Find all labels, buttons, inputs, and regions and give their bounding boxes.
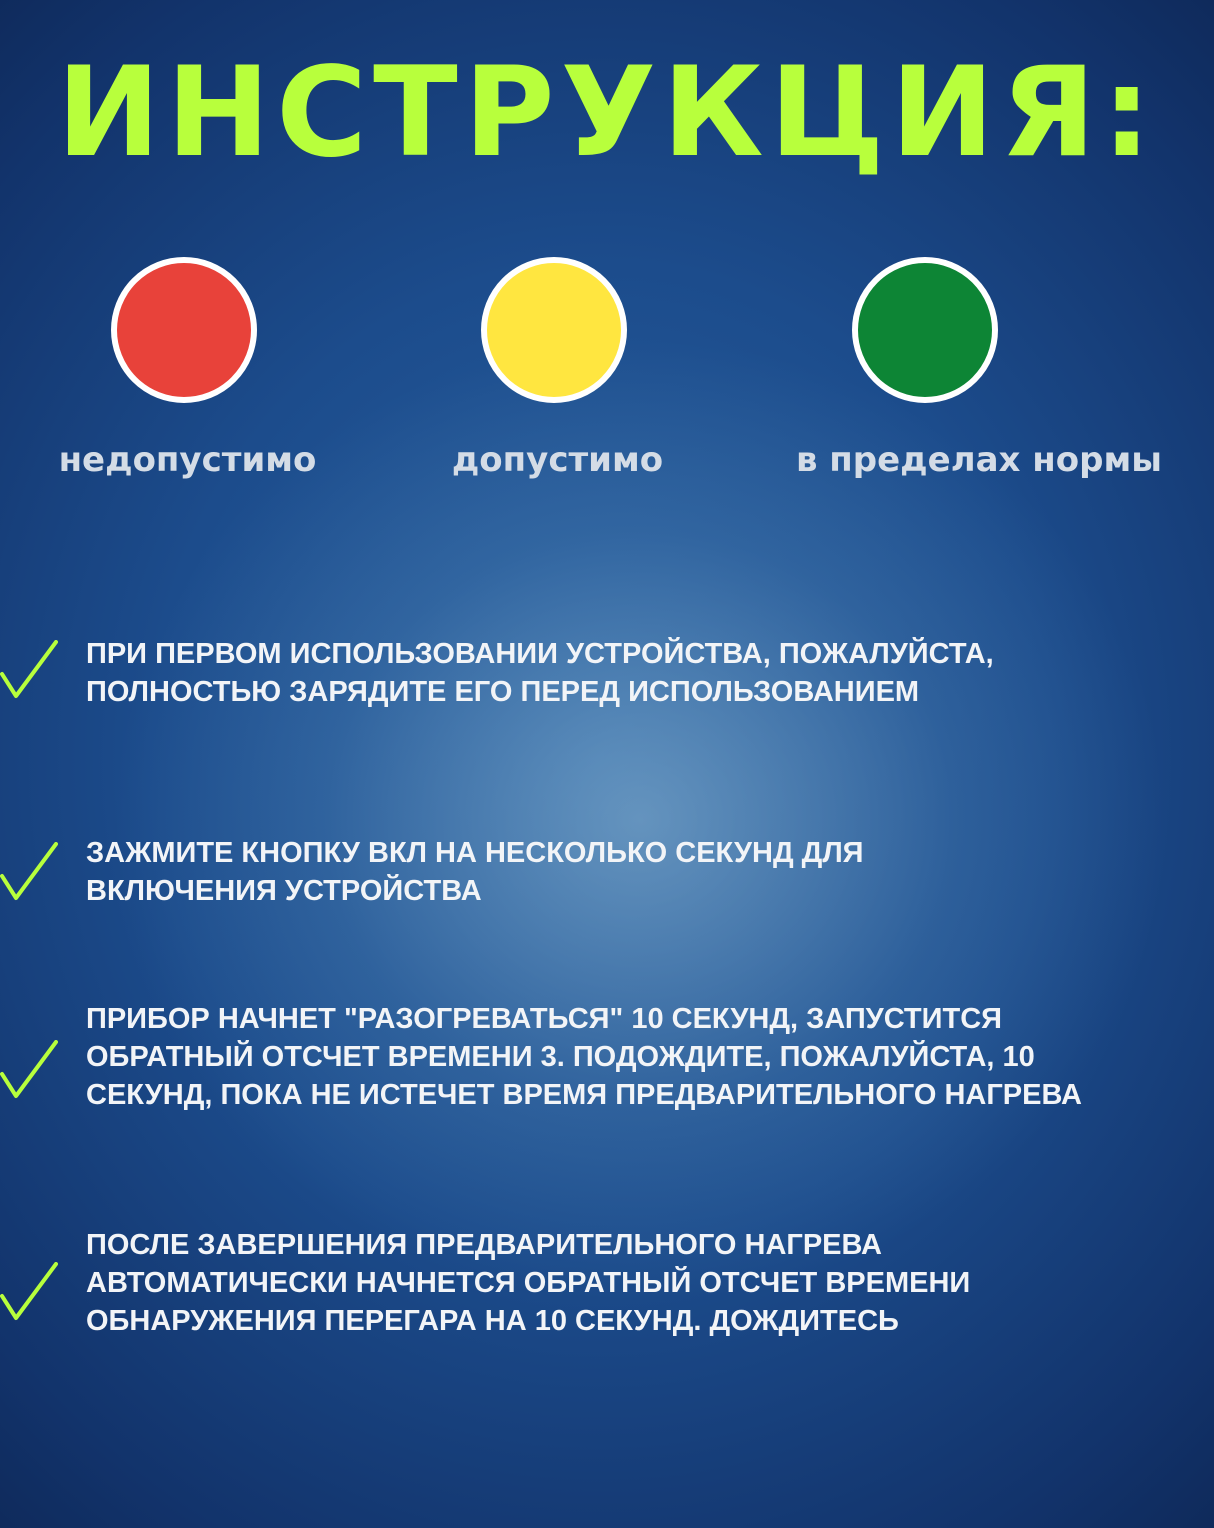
step-2-line-1: ЗАЖМИТЕ КНОПКУ ВКЛ НА НЕСКОЛЬКО СЕКУНД ДЛЯ bbox=[86, 837, 864, 869]
checkmark-icon bbox=[0, 640, 58, 700]
step-1-text bbox=[86, 635, 1211, 711]
yellow-circle-icon bbox=[481, 257, 627, 403]
step-3-line-3: СЕКУНД, ПОКА НЕ ИСТЕЧЕТ ВРЕМЯ ПРЕДВАРИТЕЛЬНОГО НАГРЕВА bbox=[86, 1079, 1082, 1111]
legend-label-acceptable: допустимо bbox=[451, 440, 664, 480]
red-circle-icon bbox=[111, 257, 257, 403]
step-3-line-1: ПРИБОР НАЧНЕТ "РАЗОГРЕВАТЬСЯ" 10 СЕКУНД, ЗАПУСТИТСЯ bbox=[86, 1003, 1002, 1035]
checkmark-icon bbox=[0, 842, 58, 902]
step-2-text bbox=[86, 834, 1211, 910]
step-3-line-2: ОБРАТНЫЙ ОТСЧЕТ ВРЕМЕНИ 3. ПОДОЖДИТЕ, ПОЖАЛУЙСТА, 10 bbox=[86, 1041, 1035, 1073]
step-2-line-2: ВКЛЮЧЕНИЯ УСТРОЙСТВА bbox=[86, 875, 482, 907]
legend-label-unacceptable: недопустимо bbox=[58, 440, 317, 480]
page-title: ИНСТРУКЦИЯ: bbox=[56, 41, 1158, 185]
step-4-line-3: ОБНАРУЖЕНИЯ ПЕРЕГАРА НА 10 СЕКУНД. ДОЖДИТЕСЬ bbox=[86, 1305, 899, 1337]
checkmark-icon bbox=[0, 1040, 58, 1100]
step-1-line-1: ПРИ ПЕРВОМ ИСПОЛЬЗОВАНИИ УСТРОЙСТВА, ПОЖАЛУЙСТА, bbox=[86, 638, 994, 670]
step-4-text bbox=[86, 1226, 1211, 1340]
green-circle-icon bbox=[852, 257, 998, 403]
step-4-line-1: ПОСЛЕ ЗАВЕРШЕНИЯ ПРЕДВАРИТЕЛЬНОГО НАГРЕВА bbox=[86, 1229, 882, 1261]
legend-label-normal: в пределах нормы bbox=[795, 440, 1163, 480]
step-4-line-2: АВТОМАТИЧЕСКИ НАЧНЕТСЯ ОБРАТНЫЙ ОТСЧЕТ ВРЕМЕНИ bbox=[86, 1267, 971, 1299]
step-3-text bbox=[86, 1000, 1211, 1114]
step-1-line-2: ПОЛНОСТЬЮ ЗАРЯДИТЕ ЕГО ПЕРЕД ИСПОЛЬЗОВАНИЕМ bbox=[86, 676, 920, 708]
checkmark-icon bbox=[0, 1262, 58, 1322]
